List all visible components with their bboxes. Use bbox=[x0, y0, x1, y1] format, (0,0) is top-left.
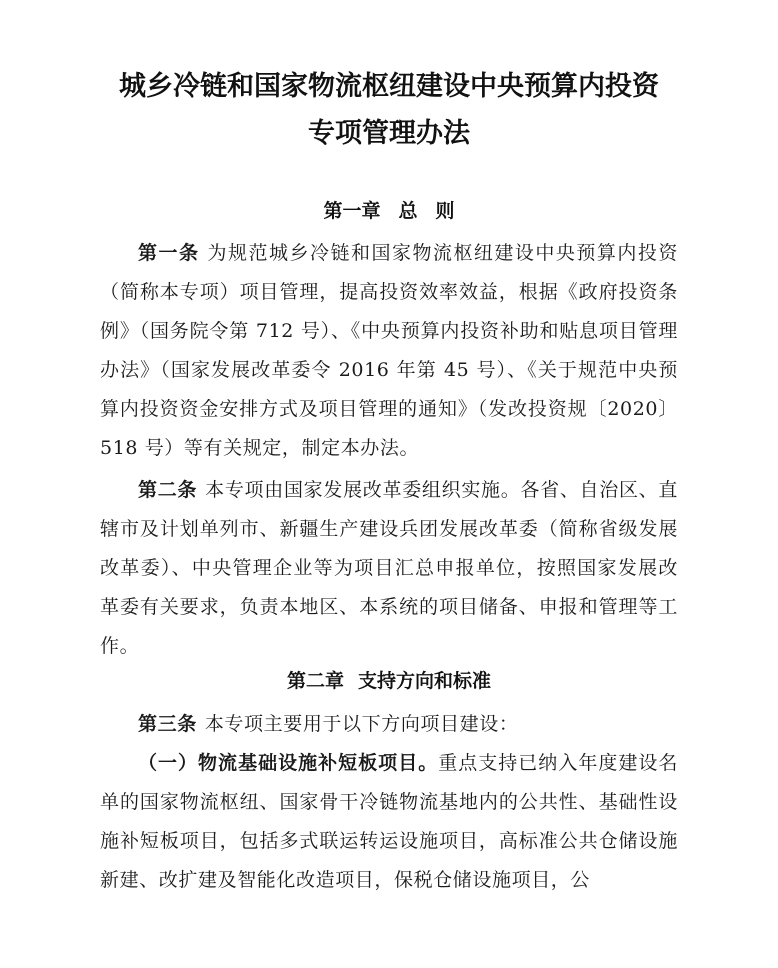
article2-paragraph bbox=[100, 471, 678, 666]
article2-text: 本专项由国家发展改革委组织实施。各省、自治区、直辖市及计划单列市、新疆生产建设兵团发展改革委（简称省级发展改革委）、中央管理企业等为项目汇总申报单位，按照国家发展改革委有关要求，负责本地区、本系统的项目储备、申报和管理等工作。 bbox=[100, 479, 678, 657]
document-title-line2: 专项管理办法 bbox=[308, 118, 470, 149]
article1-text: 为规范城乡冷链和国家物流枢纽建设中央预算内投资（简称本专项）项目管理，提高投资效率效益，根据《政府投资条例》（国务院令第 712 号）、《中央预算内投资补助和贴息项目管理办法》（国家发展改革委令 2016 年第 45 号）、《关于规范中央预算内投资资金安排方式及项目管理的通知》（发改投资规〔2020〕518 号）等有关规定，制定本办法。 bbox=[100, 242, 678, 459]
document-title-line1: 城乡冷链和国家物流枢纽建设中央预算内投资 bbox=[119, 71, 659, 102]
item1-label: （一）物流基础设施补短板项目。 bbox=[138, 752, 439, 774]
chapter2-number: 第二章 bbox=[286, 670, 344, 692]
chapter2-name: 支持方向和标准 bbox=[358, 670, 492, 692]
article3-paragraph bbox=[100, 705, 678, 744]
article3-label: 第三条 bbox=[138, 713, 197, 735]
chapter1-heading bbox=[0, 199, 778, 223]
article1-label: 第一条 bbox=[138, 242, 200, 264]
item1-paragraph bbox=[100, 744, 678, 900]
chapter1-name2: 则 bbox=[435, 200, 455, 222]
article2-label: 第二条 bbox=[138, 479, 198, 501]
item1-text: 重点支持已纳入年度建设名单的国家物流枢纽、国家骨干冷链物流基地内的公共性、基础性设施补短板项目，包括多式联运转运设施项目，高标准公共仓储设施新建、改扩建及智能化改造项目，保税仓储设施项目，公 bbox=[100, 752, 678, 891]
chapter2-heading bbox=[0, 669, 778, 693]
chapter1-name: 总 bbox=[398, 200, 418, 222]
chapter1-number: 第一章 bbox=[323, 200, 381, 222]
article1-paragraph bbox=[100, 234, 678, 468]
article3-text: 本专项主要用于以下方向项目建设： bbox=[204, 713, 519, 735]
